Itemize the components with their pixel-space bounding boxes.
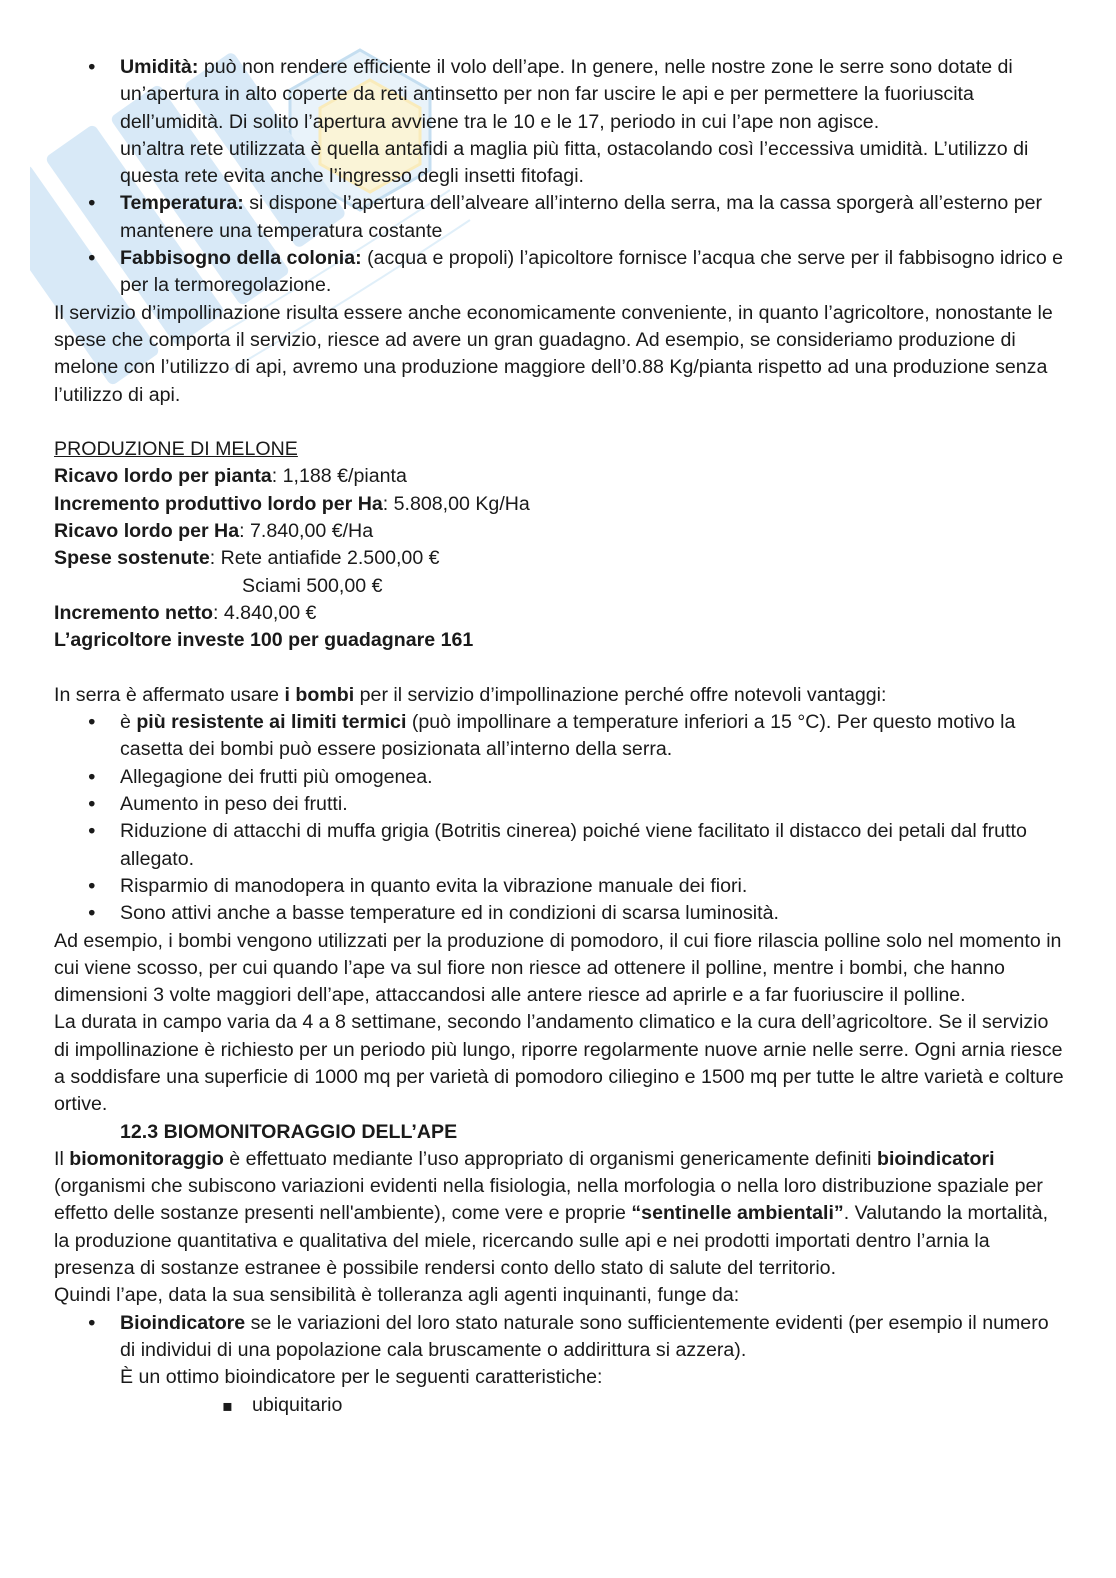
paragraph-durata: La durata in campo varia da 4 a 8 settimane, secondo l’andamento climatico e la cura dell’agricoltore. Se il servizio di impollinazione è richiesto per un periodo più lungo, riporre regolarmente nuove arnie nelle serre. Ogni arnia riesce a soddisfare una superficie di 1000 mq per varietà di pomodoro ciliegino e 1500 mq per tutte le altre varietà e colture ortive. bbox=[54, 1011, 1064, 1116]
term-bioindicatore: Bioindicatore bbox=[120, 1311, 246, 1334]
text-span: (può impollinare a temperature inferiori a 15 °C). Per questo motivo la casetta dei bombi può essere posizionata all’interno della serra. bbox=[120, 711, 1016, 761]
text-span: (organismi che subiscono variazioni evidenti nella fisiologia, nella morfologia o nella loro distribuzione spaziale per effetto delle sostanze presenti nell'ambiente), come vere e proprie bbox=[54, 1175, 1043, 1225]
list-item bbox=[54, 245, 1064, 300]
netto-row bbox=[54, 600, 1064, 627]
text-span: è effettuato mediante l’uso appropriato di organismi genericamente definiti bbox=[223, 1147, 877, 1170]
paragraph-biomonitoraggio bbox=[54, 1146, 1064, 1282]
list-item bbox=[54, 190, 1064, 245]
text-span: è bbox=[120, 711, 137, 734]
ricavo-pianta-value: : 1,188 €/pianta bbox=[271, 465, 407, 488]
melone-heading: PRODUZIONE DI MELONE bbox=[54, 438, 298, 461]
spese-value-rete: : Rete antiafide 2.500,00 € bbox=[209, 547, 440, 570]
text-span: se le variazioni del loro stato naturale sono sufficientemente evidenti (per esempio il numero di individui di una popolazione cala bruscamente o addirittura si azzera). bbox=[120, 1311, 1049, 1361]
greenhouse-factors-list bbox=[54, 54, 1064, 300]
netto-value: : 4.840,00 € bbox=[212, 601, 317, 624]
bombi-intro bbox=[54, 682, 1064, 709]
spese-label: Spese sostenute bbox=[54, 547, 210, 570]
spese-row-2: Sciami 500,00 € bbox=[242, 574, 383, 597]
list-item-text: si dispone l’apertura dell’alveare all’interno della serra, ma la cassa sporgerà all’esterno per mantenere una temperatura costante bbox=[120, 192, 1043, 242]
incremento-label: Incremento produttivo lordo per Ha bbox=[54, 492, 383, 515]
paragraph-quindi: Quindi l’ape, data la sua sensibilità è tolleranza agli agenti inquinanti, funge da: bbox=[54, 1284, 740, 1307]
list-item: • Allegagione dei frutti più omogenea. bbox=[54, 764, 1064, 791]
list-item: • Riduzione di attacchi di muffa grigia (Botritis cinerea) poiché viene facilitato il distacco dei petali dal frutto allegato. bbox=[54, 818, 1064, 873]
paragraph-pomodoro: Ad esempio, i bombi vengono utilizzati per la produzione di pomodoro, il cui fiore rilascia polline solo nel momento in cui viene scosso, per cui quando l’ape va sul fiore non riesce ad ottenere il polline, mentre i bombi, che hanno dimensioni 3 volte maggiori dell’ape, attaccandosi alle antere riesce ad aprirle e a far fuoriuscire il polline. bbox=[54, 929, 1062, 1007]
document-page bbox=[54, 54, 1064, 1419]
term-biomonitoraggio: biomonitoraggio bbox=[69, 1147, 224, 1170]
list-item-text: (acqua e propoli) l’apicoltore fornisce l’acqua che serve per il fabbisogno idrico e per la termoregolazione. bbox=[120, 247, 1064, 297]
text-span: Il bbox=[54, 1147, 70, 1170]
incremento-value: : 5.808,00 Kg/Ha bbox=[382, 492, 530, 515]
ricavo-ha-value: : 7.840,00 €/Ha bbox=[239, 520, 374, 543]
bioindicatore-list bbox=[54, 1310, 1064, 1392]
list-item bbox=[54, 1310, 1064, 1392]
term-umidita: Umidità: bbox=[120, 56, 199, 78]
list-item-text: può non rendere efficiente il volo dell’ape. In genere, nelle nostre zone le serre sono dotate di un’apertura in alto coperte da reti antinsetto per non far uscire le api e per permettere la fuoriuscita dell’umidità. Di solito l’apertura avviene tra le 10 e le 17, periodo in cui l’ape non agisce. bbox=[120, 56, 1013, 133]
list-item bbox=[54, 709, 1064, 764]
list-item-text: un’altra rete utilizzata è quella antafidi a maglia più fitta, ostacolando così l’eccessiva umidità. L’utilizzo di questa rete evita anche l’ingresso degli insetti fitofagi. bbox=[120, 137, 1029, 188]
investe-text: L’agricoltore investe 100 per guadagnare 161 bbox=[54, 629, 474, 652]
text-span: . Valutando la mortalità, la produzione quantitativa e qualitativa del miele, ricercando sulle api e nei prodotti importati dentro l’arnia la presenza di sostanze estranee è possibile rendersi conto dello stato di salute del territorio. bbox=[54, 1202, 1049, 1280]
section-title: 12.3 BIOMONITORAGGIO DELL’APE bbox=[120, 1120, 458, 1143]
spese-row bbox=[54, 545, 1064, 572]
list-item: • Sono attivi anche a basse temperature ed in condizioni di scarsa luminosità. bbox=[54, 900, 1064, 927]
incremento-row bbox=[54, 491, 1064, 518]
netto-label: Incremento netto bbox=[54, 601, 213, 624]
characteristics-list bbox=[54, 1392, 1064, 1419]
list-item: ▪ ubiquitario bbox=[54, 1392, 1064, 1419]
ricavo-ha-label: Ricavo lordo per Ha bbox=[54, 520, 240, 543]
paragraph-servizio: Il servizio d’impollinazione risulta essere anche economicamente conveniente, in quanto l’agricoltore, nonostante le spese che comporta il servizio, riesce ad avere un gran guadagno. Ad esempio, se consideriamo produzione di melone con l’utilizzo di api, avremo una produzione maggiore dell’0.88 Kg/pianta rispetto ad una produzione senza l’utilizzo di api. bbox=[54, 301, 1053, 406]
term-resistente: più resistente ai limiti termici bbox=[136, 711, 407, 734]
list-item: • Risparmio di manodopera in quanto evita la vibrazione manuale dei fiori. bbox=[54, 873, 1064, 900]
list-item bbox=[54, 54, 1064, 190]
text-span: È un ottimo bioindicatore per le seguenti caratteristiche: bbox=[120, 1366, 603, 1389]
term-fabbisogno: Fabbisogno della colonia: bbox=[120, 247, 362, 270]
term-bombi: i bombi bbox=[284, 683, 355, 706]
text-span: In serra è affermato usare bbox=[54, 683, 285, 706]
investe-row bbox=[54, 627, 1064, 654]
term-bioindicatori: bioindicatori bbox=[876, 1147, 995, 1170]
ricavo-ha-row bbox=[54, 518, 1064, 545]
term-sentinelle: “sentinelle ambientali” bbox=[631, 1202, 844, 1225]
list-item: • Aumento in peso dei frutti. bbox=[54, 791, 1064, 818]
ricavo-pianta-row bbox=[54, 463, 1064, 490]
term-temperatura: Temperatura: bbox=[120, 192, 244, 215]
text-span: per il servizio d’impollinazione perché offre notevoli vantaggi: bbox=[354, 683, 887, 706]
ricavo-pianta-label: Ricavo lordo per pianta bbox=[54, 465, 272, 488]
bombi-advantages-list bbox=[54, 709, 1064, 927]
